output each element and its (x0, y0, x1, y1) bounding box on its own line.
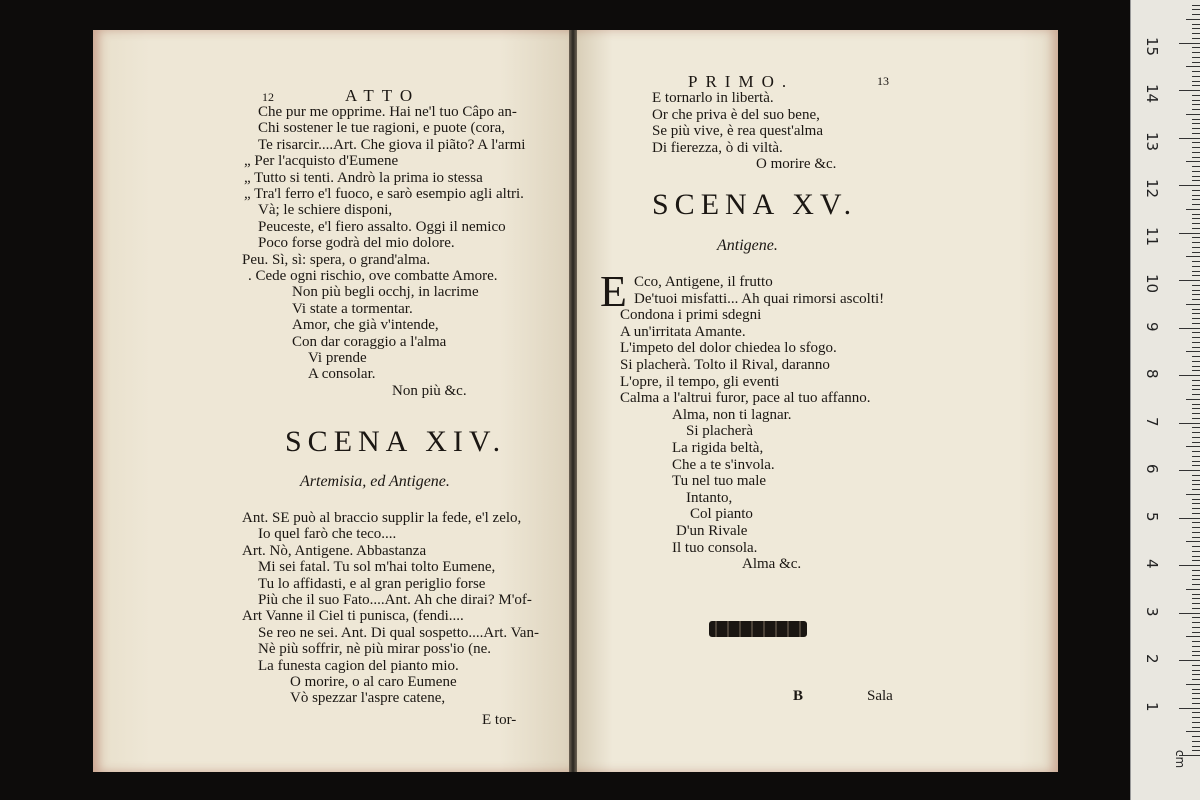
ruler-tick (1192, 603, 1200, 604)
ruler-tick (1192, 71, 1200, 72)
left-scene-heading: SCENA XIV. (285, 425, 507, 458)
dialogue-line: Ant. SE può al braccio supplir la fede, e'l zelo, (242, 510, 522, 526)
book-gutter (569, 30, 577, 772)
ruler-tick (1192, 214, 1200, 215)
ruler-tick (1186, 589, 1200, 590)
ruler-number: 2 (1143, 654, 1161, 664)
ruler-tick (1186, 399, 1200, 400)
ruler-tick (1179, 423, 1200, 424)
ruler-tick (1192, 14, 1200, 15)
ruler-tick (1192, 712, 1200, 713)
right-catchword: Sala (867, 688, 893, 704)
verse-line: „ Tra'l ferro e'l fuoco, e sarò esempio agli altri. (244, 186, 524, 202)
ruler-tick (1192, 418, 1200, 419)
ruler-tick (1192, 394, 1200, 395)
verse-line: Vi state a tormentar. (292, 300, 413, 317)
ruler-tick (1192, 47, 1200, 48)
ruler-tick (1179, 138, 1200, 139)
measurement-ruler (1130, 0, 1200, 800)
ruler-tick (1192, 356, 1200, 357)
ruler-number: 11 (1143, 226, 1161, 246)
ruler-tick (1192, 318, 1200, 319)
verse-line: „ Tutto si tenti. Andrò la prima io stessa (244, 169, 483, 186)
dialogue-line: Art. Nò, Antigene. Abbastanza (242, 542, 427, 559)
ruler-unit-label: cm (1173, 749, 1188, 769)
ruler-number: 1 (1143, 701, 1161, 712)
dialogue-line: Col pianto (690, 506, 753, 523)
ruler-tick (1192, 157, 1200, 158)
ruler-tick (1192, 142, 1200, 143)
ruler-tick (1186, 209, 1200, 210)
ruler-tick (1192, 81, 1200, 82)
ruler-tick (1186, 446, 1200, 447)
ruler-tick (1192, 33, 1200, 34)
ruler-tick (1192, 275, 1200, 276)
right-scene-heading: SCENA XV. (652, 188, 858, 221)
ruler-number: 4 (1143, 559, 1161, 569)
ruler-tick (1192, 546, 1200, 547)
ruler-tick (1192, 166, 1200, 167)
ruler-tick (1192, 632, 1200, 633)
ruler-tick (1192, 465, 1200, 466)
ruler-tick (1192, 52, 1200, 53)
ruler-number: 15 (1143, 36, 1161, 56)
ruler-number: 3 (1143, 606, 1161, 617)
verse-line: Che pur me opprime. Hai ne'l tuo Câpo an- (258, 104, 517, 120)
ruler-tick (1192, 389, 1200, 390)
ruler-tick (1179, 613, 1200, 614)
ruler-tick (1192, 109, 1200, 110)
ruler-tick (1192, 323, 1200, 324)
ruler-tick (1192, 736, 1200, 737)
ruler-tick (1179, 280, 1200, 281)
ruler-tick (1192, 432, 1200, 433)
verse-line: Chi sostener le tue ragioni, e puote (cora, (258, 120, 506, 137)
ruler-tick (1186, 304, 1200, 305)
ruler-number: 5 (1143, 511, 1161, 522)
ruler-tick (1192, 741, 1200, 742)
dialogue-line: Che a te s'invola. (672, 456, 775, 473)
ruler-tick (1192, 223, 1200, 224)
ruler-tick (1179, 708, 1200, 709)
ruler-tick (1192, 104, 1200, 105)
verse-line: Or che priva è del suo bene, (652, 106, 820, 123)
ruler-number: 6 (1143, 464, 1161, 474)
dialogue-line: Se reo ne sei. Ant. Di qual sospetto....Art. Van- (258, 624, 539, 641)
ruler-tick (1192, 180, 1200, 181)
ruler-tick (1192, 361, 1200, 362)
ruler-tick (1192, 584, 1200, 585)
ruler-tick (1186, 114, 1200, 115)
ruler-tick (1179, 565, 1200, 566)
ruler-tick (1192, 28, 1200, 29)
ruler-tick (1192, 442, 1200, 443)
right-running-head: PRIMO. (688, 72, 795, 91)
left-scene-characters: Artemisia, ed Antigene. (300, 473, 450, 490)
ruler-tick (1192, 484, 1200, 485)
ruler-tick (1192, 513, 1200, 514)
ruler-number: 13 (1143, 131, 1161, 151)
ruler-tick (1186, 541, 1200, 542)
ruler-tick (1192, 85, 1200, 86)
ruler-tick (1186, 19, 1200, 20)
ruler-tick (1186, 161, 1200, 162)
dialogue-line: Mi sei fatal. Tu sol m'hai tolto Eumene, (258, 559, 496, 576)
ruler-tick (1192, 499, 1200, 500)
ruler-tick (1186, 494, 1200, 495)
ruler-tick (1192, 413, 1200, 414)
ruler-tick (1192, 451, 1200, 452)
dialogue-line: La funesta cagion del pianto mio. (258, 657, 459, 674)
verse-line: Non più begli occhj, in lacrime (292, 284, 479, 301)
ruler-tick (1192, 176, 1200, 177)
verse-line: . Cede ogni rischio, ove combatte Amore. (248, 268, 498, 284)
ruler-tick (1179, 233, 1200, 234)
ruler-tick (1192, 9, 1200, 10)
ruler-tick (1192, 385, 1200, 386)
dialogue-line: Condona i primi sdegni (620, 307, 762, 324)
dialogue-line: Tu nel tuo male (672, 473, 767, 490)
ruler-tick (1186, 684, 1200, 685)
ruler-tick (1192, 313, 1200, 314)
ruler-tick (1192, 337, 1200, 338)
ruler-tick (1186, 351, 1200, 352)
ruler-tick (1192, 119, 1200, 120)
ruler-tick (1192, 579, 1200, 580)
dialogue-line: Intanto, (686, 489, 733, 506)
ruler-tick (1186, 256, 1200, 257)
verse-line: O morire &c. (756, 156, 837, 173)
ruler-tick (1192, 503, 1200, 504)
verse-line: Amor, che già v'intende, (292, 317, 439, 334)
dialogue-line: Calma a l'altrui furor, pace al tuo affanno. (620, 390, 871, 407)
ruler-tick (1192, 427, 1200, 428)
ruler-tick (1192, 641, 1200, 642)
ruler-tick (1192, 247, 1200, 248)
verse-line: Peu. Sì, sì: spera, o grand'alma. (242, 251, 431, 268)
ruler-tick (1192, 622, 1200, 623)
ruler-tick (1192, 261, 1200, 262)
ruler-tick (1192, 190, 1200, 191)
printer-ornament (709, 621, 807, 637)
verse-line: Te risarcir....Art. Che giova il piãto? A l'armi (258, 136, 526, 153)
dialogue-line: Il tuo consola. (672, 539, 758, 556)
verse-line: Con dar coraggio a l'alma (292, 333, 447, 350)
ruler-tick (1192, 670, 1200, 671)
ruler-tick (1192, 551, 1200, 552)
ruler-tick (1192, 703, 1200, 704)
ruler-tick (1192, 674, 1200, 675)
ruler-tick (1192, 570, 1200, 571)
dialogue-line: Cco, Antigene, il frutto (634, 274, 773, 290)
ruler-tick (1192, 608, 1200, 609)
ruler-tick (1192, 617, 1200, 618)
left-catchword: E tor- (482, 712, 517, 728)
drop-cap-letter: E (600, 267, 627, 316)
ruler-tick (1192, 290, 1200, 291)
ruler-tick (1192, 218, 1200, 219)
dialogue-line: De'tuoi misfatti... Ah quai rimorsi ascolti! (634, 290, 885, 307)
ruler-tick (1179, 660, 1200, 661)
ruler-tick (1192, 461, 1200, 462)
ruler-tick (1192, 294, 1200, 295)
ruler-number: 10 (1143, 274, 1161, 294)
ruler-tick (1192, 480, 1200, 481)
ruler-tick (1192, 299, 1200, 300)
dialogue-line: Tu lo affidasti, e al gran periglio forse (258, 575, 486, 592)
ruler-tick (1192, 123, 1200, 124)
ruler-tick (1192, 332, 1200, 333)
ruler-tick (1192, 342, 1200, 343)
dialogue-line: Si placherà (686, 423, 754, 440)
ruler-tick (1192, 309, 1200, 310)
ruler-tick (1192, 366, 1200, 367)
ruler-tick (1192, 598, 1200, 599)
ruler-tick (1192, 646, 1200, 647)
ruler-tick (1192, 527, 1200, 528)
ruler-tick (1192, 128, 1200, 129)
ruler-tick (1192, 152, 1200, 153)
ruler-tick (1192, 237, 1200, 238)
dialogue-line: O morire, o al caro Eumene (290, 674, 457, 690)
dialogue-line: Io quel farò che teco.... (258, 526, 397, 543)
ruler-tick (1192, 204, 1200, 205)
ruler-tick (1179, 375, 1200, 376)
ruler-tick (1192, 100, 1200, 101)
verse-line: A consolar. (308, 366, 376, 383)
signature-mark: B (793, 688, 804, 704)
ruler-tick (1192, 627, 1200, 628)
ruler-tick (1179, 185, 1200, 186)
ruler-number: 7 (1143, 416, 1161, 427)
dialogue-line: La rigida beltà, (672, 440, 764, 456)
verse-line: „ Per l'acquisto d'Eumene (244, 153, 399, 170)
ruler-number: 8 (1143, 369, 1161, 379)
left-page-number: 12 (262, 90, 274, 104)
dialogue-line: Alma &c. (742, 556, 802, 573)
ruler-tick (1192, 489, 1200, 490)
ruler-tick (1186, 731, 1200, 732)
ruler-tick (1192, 532, 1200, 533)
ruler-tick (1192, 380, 1200, 381)
ruler-tick (1179, 43, 1200, 44)
ruler-tick (1192, 522, 1200, 523)
ruler-tick (1192, 556, 1200, 557)
ruler-tick (1192, 147, 1200, 148)
ruler-tick (1192, 252, 1200, 253)
dialogue-line: A un'irritata Amante. (620, 323, 746, 340)
ruler-tick (1192, 95, 1200, 96)
ruler-tick (1192, 750, 1200, 751)
ruler-tick (1192, 689, 1200, 690)
right-page-number: 13 (877, 74, 889, 88)
ruler-tick (1192, 408, 1200, 409)
ruler-number: 14 (1143, 84, 1161, 104)
left-running-head: ATTO (345, 86, 421, 105)
dialogue-line: Più che il suo Fato....Ant. Ah che dirai? M'of- (258, 592, 532, 608)
ruler-tick (1192, 370, 1200, 371)
ruler-tick (1192, 722, 1200, 723)
ruler-tick (1192, 285, 1200, 286)
ruler-tick (1192, 199, 1200, 200)
verse-line: Vi prende (308, 350, 367, 366)
ruler-tick (1192, 698, 1200, 699)
right-scene-character: Antigene. (717, 237, 778, 254)
ruler-tick (1192, 24, 1200, 25)
ruler-tick (1192, 5, 1200, 6)
dialogue-line: Alma, non ti lagnar. (672, 406, 792, 423)
verse-line: Di fierezza, ò di viltà. (652, 139, 783, 156)
dialogue-line: L'opre, il tempo, gli eventi (620, 373, 780, 390)
ruler-tick (1179, 470, 1200, 471)
dialogue-line: Vò spezzar l'aspre catene, (290, 690, 446, 707)
ruler-tick (1192, 456, 1200, 457)
ruler-tick (1192, 475, 1200, 476)
ruler-tick (1192, 195, 1200, 196)
verse-line: Non più &c. (392, 382, 467, 399)
ruler-tick (1192, 575, 1200, 576)
ruler-tick (1192, 717, 1200, 718)
ruler-tick (1192, 271, 1200, 272)
ruler-tick (1179, 518, 1200, 519)
verse-line: E tornarlo in libertà. (652, 90, 774, 106)
dialogue-line: D'un Rivale (676, 523, 748, 539)
ruler-tick (1186, 636, 1200, 637)
ruler-tick (1192, 404, 1200, 405)
ruler-tick (1192, 508, 1200, 509)
ruler-tick (1192, 347, 1200, 348)
ruler-tick (1192, 693, 1200, 694)
dialogue-line: L'impeto del dolor chiedea lo sfogo. (620, 340, 837, 357)
ruler-tick (1192, 594, 1200, 595)
ruler-tick (1192, 171, 1200, 172)
ruler-tick (1192, 665, 1200, 666)
ruler-tick (1192, 746, 1200, 747)
ruler-tick (1186, 66, 1200, 67)
verse-line: Se più vive, è rea quest'alma (652, 123, 823, 140)
ruler-tick (1179, 328, 1200, 329)
ruler-tick (1192, 133, 1200, 134)
ruler-tick (1192, 727, 1200, 728)
verse-line: Peuceste, e'l fiero assalto. Oggi il nemico (258, 218, 506, 235)
ruler-tick (1192, 651, 1200, 652)
ruler-number: 12 (1143, 179, 1161, 199)
ruler-tick (1192, 242, 1200, 243)
dialogue-line: Si placherà. Tolto il Rival, daranno (620, 357, 830, 373)
ruler-tick (1192, 266, 1200, 267)
ruler-tick (1192, 57, 1200, 58)
ruler-tick (1192, 679, 1200, 680)
ruler-tick (1192, 560, 1200, 561)
ruler-tick (1192, 38, 1200, 39)
ruler-tick (1192, 76, 1200, 77)
ruler-number: 9 (1143, 321, 1161, 332)
ruler-tick (1192, 62, 1200, 63)
ruler-tick (1192, 228, 1200, 229)
ruler-tick (1192, 537, 1200, 538)
ruler-tick (1179, 90, 1200, 91)
verse-line: Poco forse godrà del mio dolore. (258, 235, 455, 252)
dialogue-line: Art Vanne il Ciel ti punisca, (fendi.... (242, 608, 464, 625)
ruler-tick (1192, 655, 1200, 656)
ruler-tick (1192, 437, 1200, 438)
dialogue-line: Nè più soffrir, nè più mirar poss'io (ne. (258, 641, 492, 658)
verse-line: Và; le schiere disponi, (258, 202, 393, 219)
